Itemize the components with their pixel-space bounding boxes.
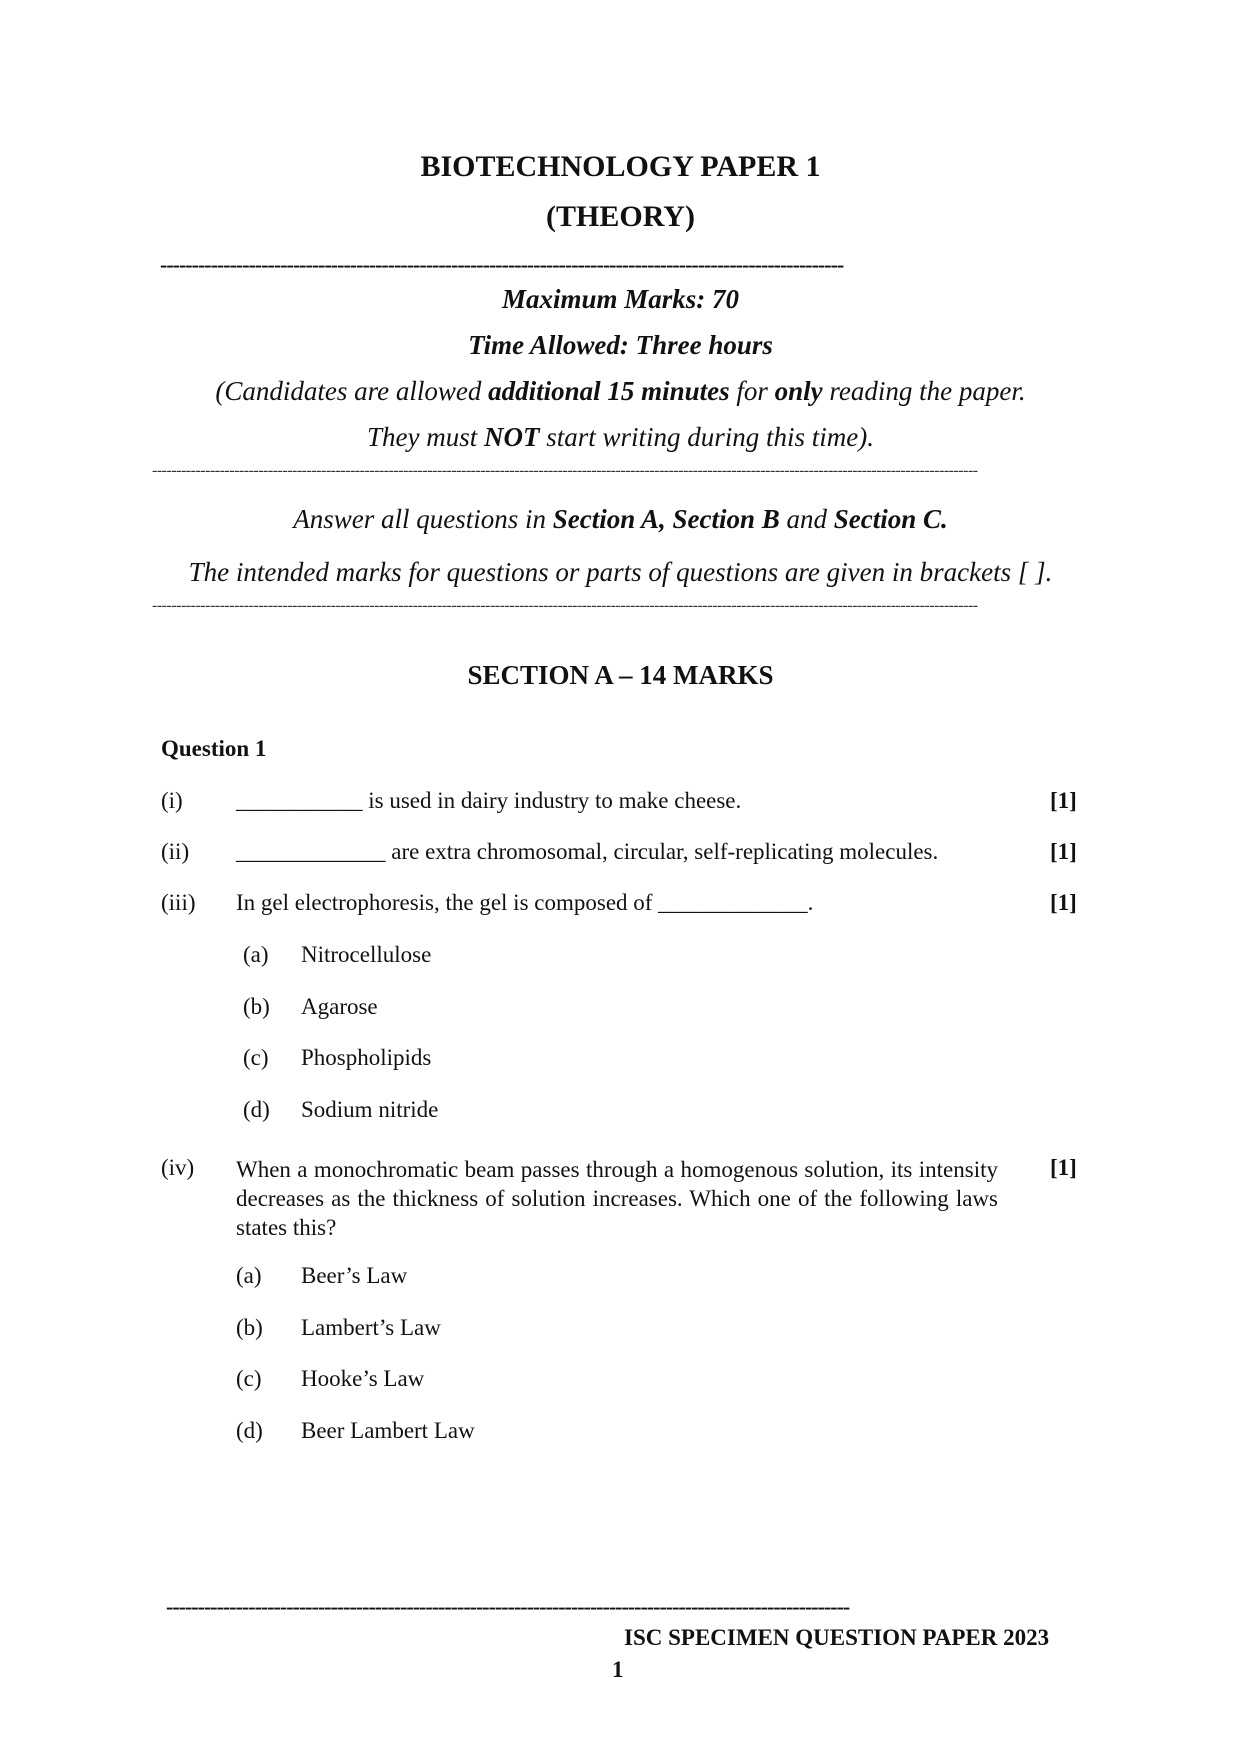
footer-divider: ------------------------------------------------------------------------------------------------------------ [166, 1594, 850, 1619]
question-text: When a monochromatic beam passes through a homogenous solution, its intensity decreases as the thickness of solution increases. Which one of the following laws states this? [236, 1157, 998, 1240]
question-number: (i) [161, 788, 183, 813]
option-label: (b) [236, 1315, 263, 1340]
paper-subtitle: (THEORY) [546, 200, 695, 233]
question-label: Question 1 [161, 736, 267, 761]
answer-instruction: Answer all questions in Section A, Section B and Section C. [293, 504, 948, 534]
header-divider-thin-2: --------------------------------------------------------------------------------------------------------------------------------------------------------------------------- [152, 597, 978, 614]
option-text: Agarose [301, 994, 378, 1019]
question-number: (iv) [161, 1155, 195, 1180]
option-text: Sodium nitride [301, 1097, 439, 1122]
question-marks: [1] [1050, 788, 1077, 813]
option-label: (c) [236, 1366, 262, 1391]
maximum-marks: Maximum Marks: 70 [501, 284, 740, 314]
option-text: Lambert’s Law [301, 1315, 441, 1340]
reading-time-note: (Candidates are allowed additional 15 minutes for only reading the paper. [215, 376, 1026, 406]
option-label: (d) [243, 1097, 270, 1122]
option-text: Beer Lambert Law [301, 1418, 475, 1443]
header-divider-bold: ------------------------------------------------------------------------------------------------------------ [160, 252, 844, 277]
option-label: (a) [236, 1263, 262, 1288]
option-text: Beer’s Law [301, 1263, 408, 1288]
option-label: (b) [243, 994, 270, 1019]
question-number: (iii) [161, 890, 196, 915]
question-text: _____________ are extra chromosomal, circular, self-replicating molecules. [236, 839, 939, 864]
option-label: (c) [243, 1045, 269, 1070]
time-allowed: Time Allowed: Three hours [468, 330, 773, 360]
question-marks: [1] [1050, 1155, 1077, 1180]
question-number: (ii) [161, 839, 190, 864]
paper-title: BIOTECHNOLOGY PAPER 1 [420, 150, 821, 183]
question-text: In gel electrophoresis, the gel is composed of _____________. [236, 890, 814, 915]
question-marks: [1] [1050, 890, 1077, 915]
option-text: Nitrocellulose [301, 942, 432, 967]
writing-restriction-note: They must NOT start writing during this time). [366, 422, 875, 452]
option-label: (a) [243, 942, 269, 967]
page-number: 1 [612, 1657, 624, 1682]
section-heading: SECTION A – 14 MARKS [467, 660, 774, 690]
question-text: ___________ is used in dairy industry to make cheese. [236, 788, 742, 813]
option-label: (d) [236, 1418, 263, 1443]
question-marks: [1] [1050, 839, 1077, 864]
option-text: Hooke’s Law [301, 1366, 425, 1391]
footer-label: ISC SPECIMEN QUESTION PAPER 2023 [624, 1625, 1050, 1650]
marks-instruction: The intended marks for questions or parts of questions are given in brackets [ ]. [188, 557, 1053, 587]
option-text: Phospholipids [301, 1045, 432, 1070]
header-divider-thin-1: --------------------------------------------------------------------------------------------------------------------------------------------------------------------------- [152, 462, 978, 479]
